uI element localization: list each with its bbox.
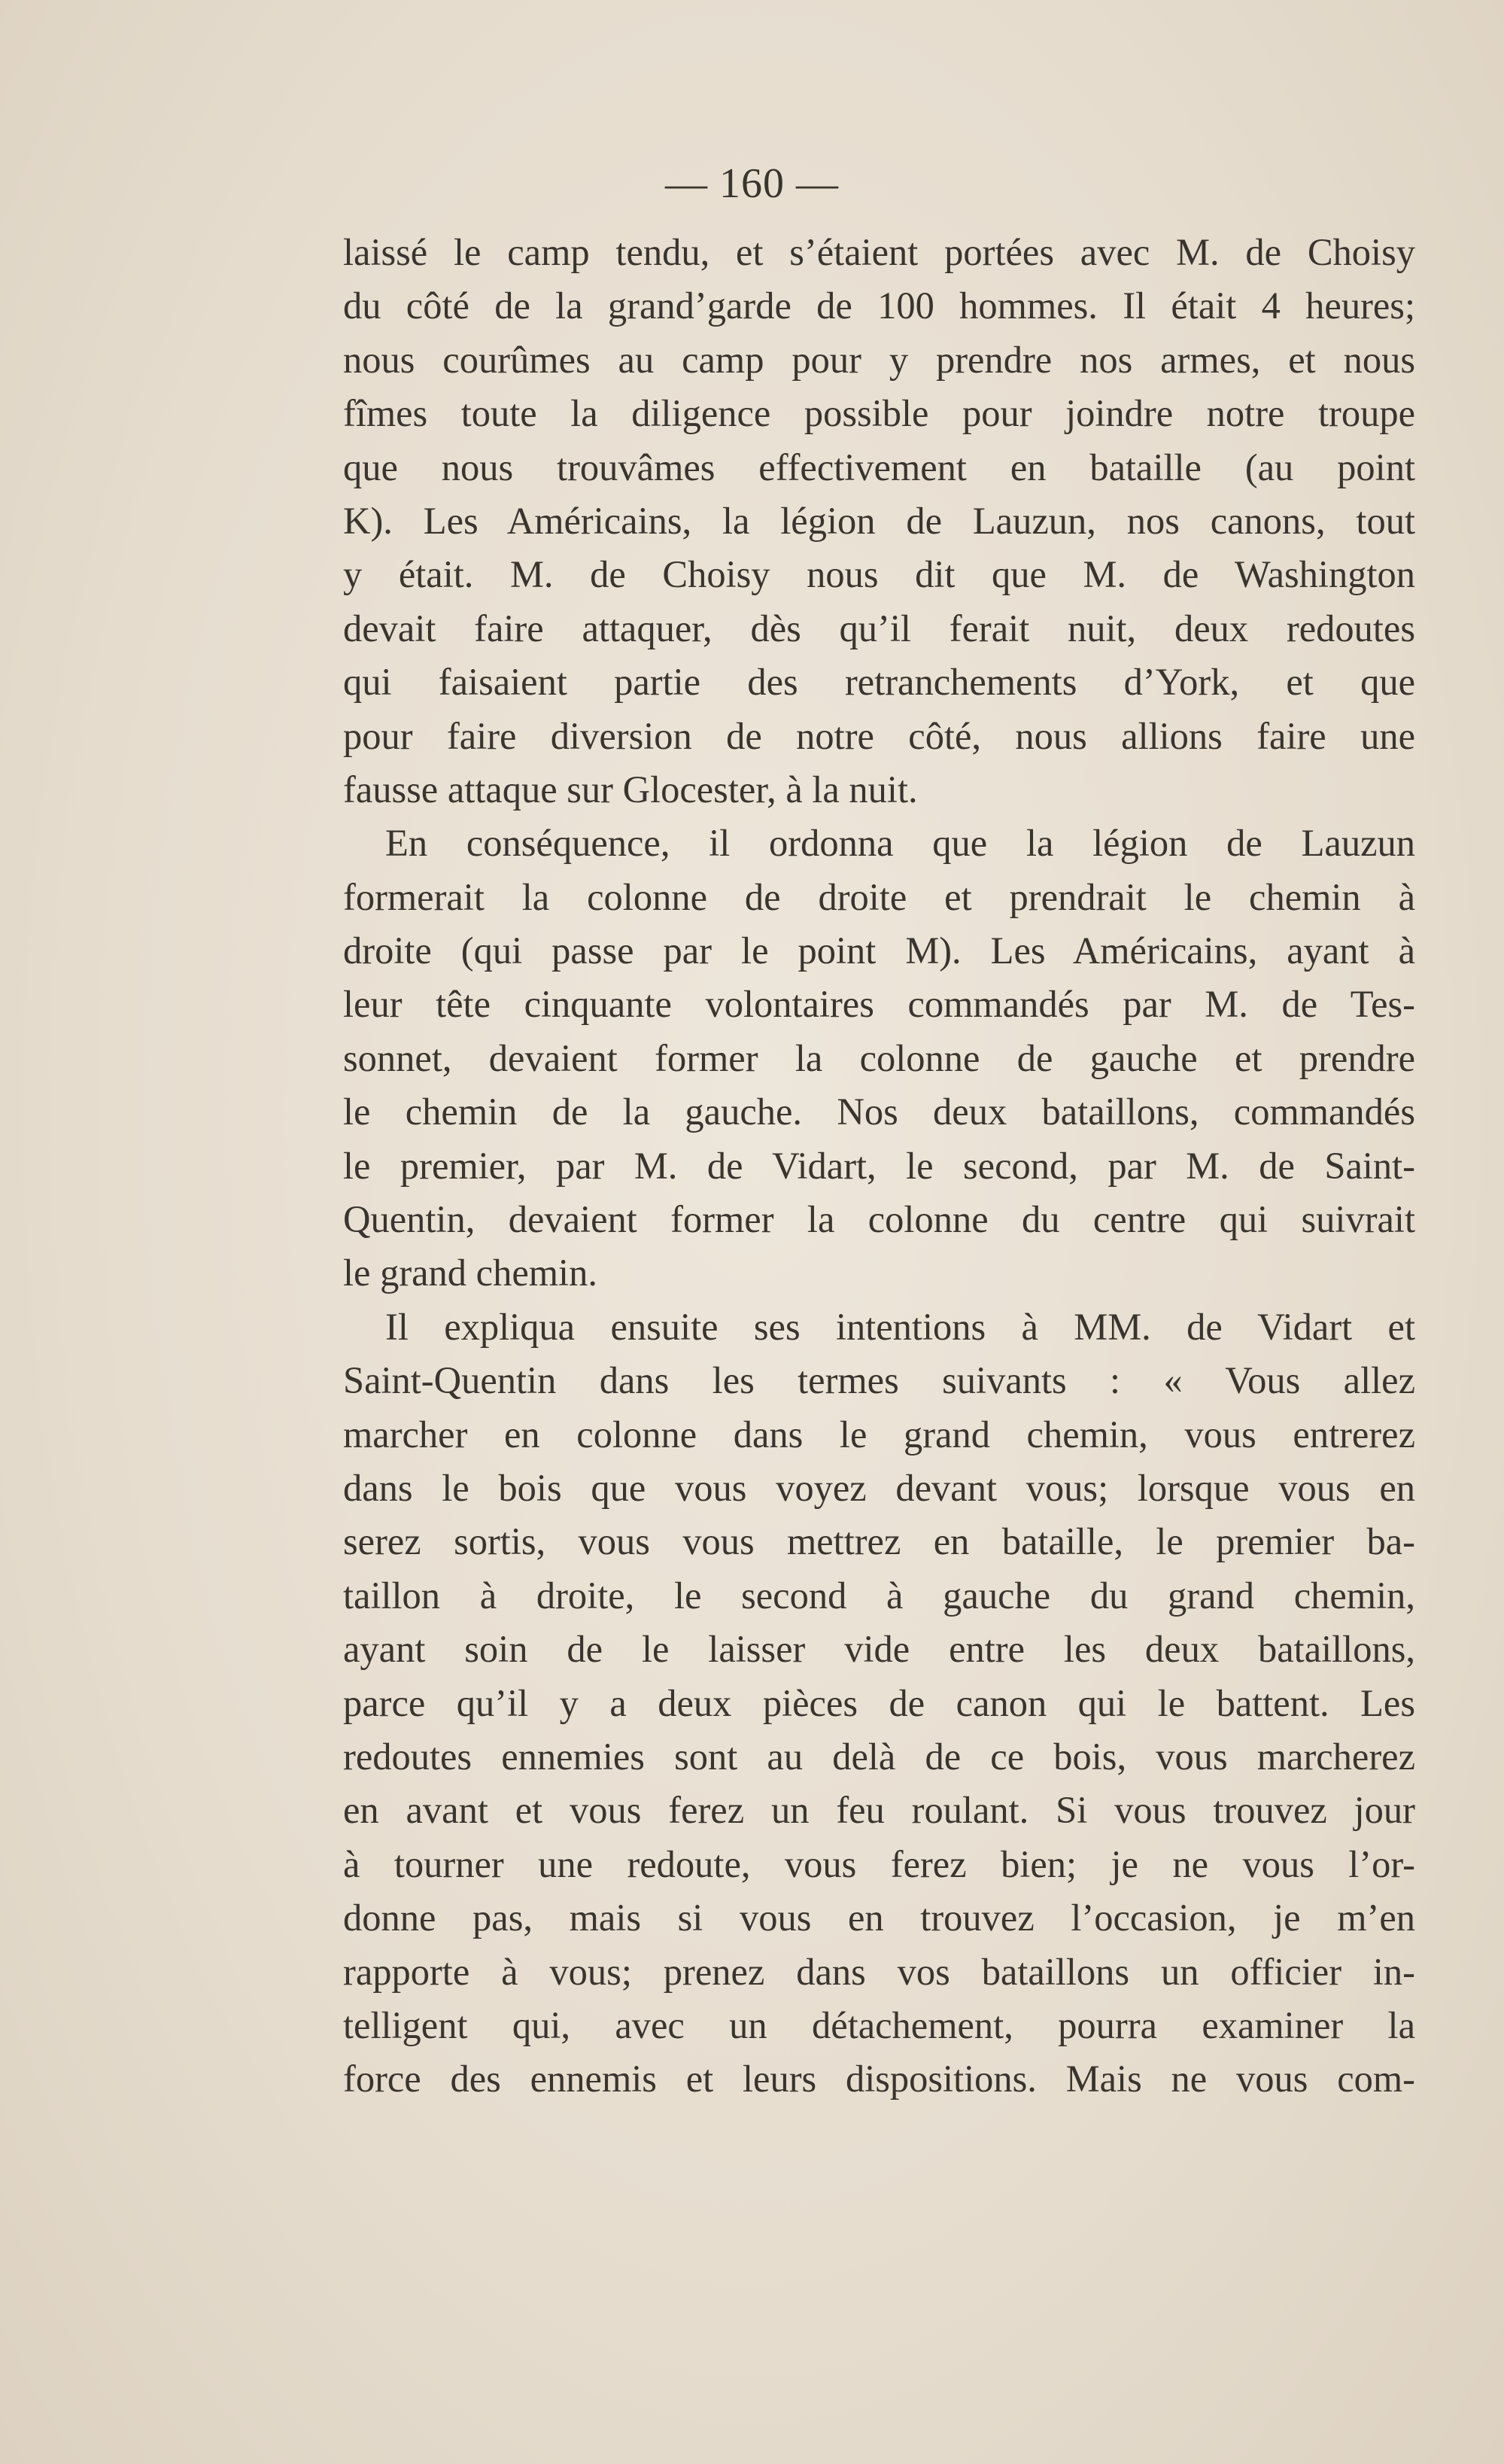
paragraph bbox=[343, 1300, 1415, 2107]
text-line: sonnet, devaient former la colonne de gauche et prendre bbox=[343, 1036, 1415, 1079]
text-line: Saint-Quentin dans les termes suivants : « Vous allez bbox=[343, 1359, 1415, 1402]
text-line: ayant soin de le laisser vide entre les deux bataillons, bbox=[343, 1628, 1415, 1671]
text-line: En conséquence, il ordonna que la légion de Lauzun bbox=[385, 822, 1415, 865]
text-line: taillon à droite, le second à gauche du grand chemin, bbox=[343, 1574, 1415, 1617]
text-line: devait faire attaquer, dès qu’il ferait nuit, deux redoutes bbox=[343, 607, 1415, 649]
text-line: telligent qui, avec un détachement, pourra examiner la bbox=[343, 2003, 1415, 2046]
text-line: nous courûmes au camp pour y prendre nos armes, et nous bbox=[343, 338, 1415, 381]
text-line: Il expliqua ensuite ses intentions à MM. de Vidart et bbox=[385, 1305, 1415, 1348]
text-line: leur tête cinquante volontaires commandés par M. de Tes- bbox=[343, 983, 1415, 1026]
text-line: dans le bois que vous voyez devant vous; lorsque vous en bbox=[343, 1466, 1415, 1509]
text-line: le premier, par M. de Vidart, le second, par M. de Saint- bbox=[343, 1144, 1415, 1187]
text-line: qui faisaient partie des retranchements d’York, et que bbox=[343, 661, 1415, 704]
paragraph bbox=[343, 817, 1415, 1300]
page-number: — 160 — bbox=[665, 160, 839, 207]
text-line: droite (qui passe par le point M). Les Américains, ayant à bbox=[343, 929, 1415, 972]
text-line: fausse attaque sur Glocester, à la nuit. bbox=[343, 768, 918, 811]
paragraph bbox=[343, 226, 1415, 817]
text-line: parce qu’il y a deux pièces de canon qui le battent. Les bbox=[343, 1681, 1415, 1724]
text-line: marcher en colonne dans le grand chemin, vous entrerez bbox=[343, 1413, 1415, 1456]
text-line: Quentin, devaient former la colonne du centre qui suivrait bbox=[343, 1198, 1415, 1241]
text-line: donne pas, mais si vous en trouvez l’occasion, je m’en bbox=[343, 1897, 1415, 1939]
text-line: formerait la colonne de droite et prendrait le chemin à bbox=[343, 875, 1415, 918]
text-line: redoutes ennemies sont au delà de ce bois, vous marcherez bbox=[343, 1735, 1415, 1778]
text-line: serez sortis, vous vous mettrez en bataille, le premier ba- bbox=[343, 1520, 1415, 1563]
text-line: le chemin de la gauche. Nos deux bataillons, commandés bbox=[343, 1091, 1415, 1133]
text-line: du côté de la grand’garde de 100 hommes. Il était 4 heures; bbox=[343, 284, 1415, 327]
text-line: laissé le camp tendu, et s’étaient portées avec M. de Choisy bbox=[343, 231, 1415, 273]
text-line: rapporte à vous; prenez dans vos bataillons un officier in- bbox=[343, 1950, 1415, 1993]
text-line: que nous trouvâmes effectivement en bataille (au point bbox=[343, 446, 1415, 488]
text-line: à tourner une redoute, vous ferez bien; je ne vous l’or- bbox=[343, 1842, 1415, 1885]
text-line: K). Les Américains, la légion de Lauzun, nos canons, tout bbox=[343, 499, 1415, 542]
text-line: y était. M. de Choisy nous dit que M. de Washington bbox=[343, 553, 1415, 596]
text-line: le grand chemin. bbox=[343, 1252, 597, 1294]
text-line: pour faire diversion de notre côté, nous allions faire une bbox=[343, 714, 1415, 757]
body-text bbox=[343, 226, 1415, 2107]
text-line: force des ennemis et leurs dispositions. Mais ne vous com- bbox=[343, 2058, 1415, 2100]
text-line: en avant et vous ferez un feu roulant. Si vous trouvez jour bbox=[343, 1789, 1415, 1832]
text-line: fîmes toute la diligence possible pour joindre notre troupe bbox=[343, 392, 1415, 435]
